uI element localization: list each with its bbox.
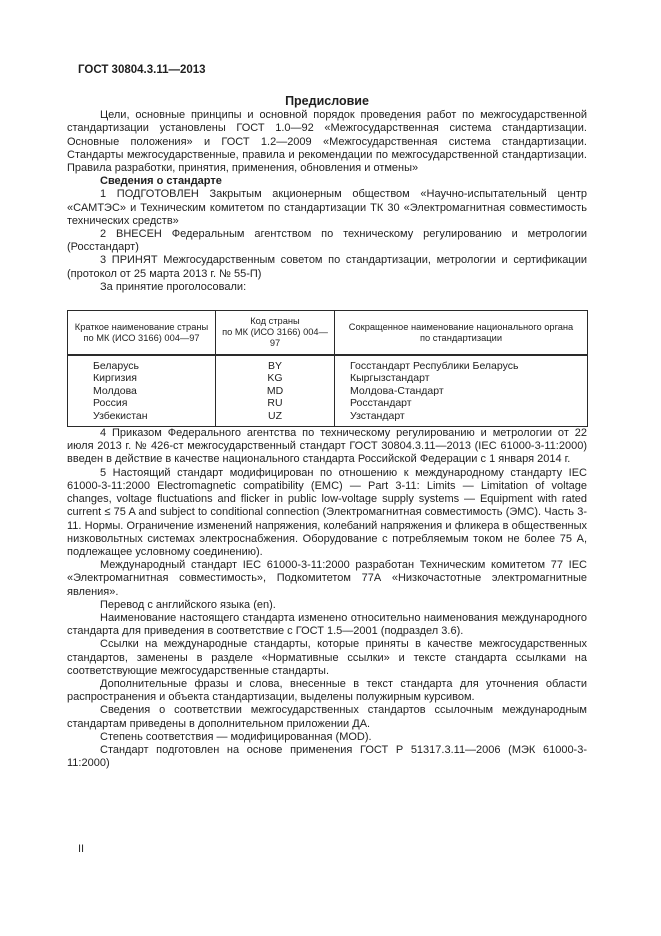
foreword-item-2: 2 ВНЕСЕН Федеральным агентством по техническому регулированию и метрологии (Росстандарт) — [67, 228, 587, 254]
vote-table-header-row — [68, 311, 588, 356]
table-cell-country: Узбекистан — [93, 409, 148, 422]
header-line: Сокращенное наименование национального органа — [348, 321, 574, 332]
foreword-item-3: 3 ПРИНЯТ Межгосударственным советом по стандартизации, метрологии и сертификации (протокол от 25 марта 2013 г. № 55-П) — [67, 254, 587, 280]
foreword-paragraph: Ссылки на международные стандарты, которые приняты в качестве межгосударственных стандартов, заменены в разделе «Нормативные ссылки» и тексте стандарта ссылками на соответствующие межгосударственные стандарты. — [67, 638, 587, 677]
foreword-paragraph: Наименование настоящего стандарта изменено относительно наименования международного стандарта для приведения в соответствие с ГОСТ 1.5—2001 (подраздел 3.6). — [67, 611, 587, 638]
foreword-paragraph: Степень соответствия — модифицированная (MOD). — [100, 730, 372, 743]
foreword-item-1: 1 ПОДГОТОВЛЕН Закрытым акционерным обществом «Научно-испытательный центр «САМТЭС» и Техническим комитетом по стандартизации ТК 30 «Электромагнитная совместимость технических средств» — [67, 188, 587, 227]
table-cell-body: Росстандарт — [335, 397, 588, 409]
table-row — [68, 410, 588, 427]
foreword-paragraph: Международный стандарт IEC 61000-3-11:2000 разработан Техническим комитетом 77 IEC «Электромагнитная совместимость», Подкомитетом 77А «Низкочастотные электромагнитные явления». — [67, 559, 587, 598]
vote-lead: За принятие проголосовали: — [100, 280, 247, 293]
table-row — [68, 385, 588, 397]
table-cell-code: MD — [216, 385, 335, 397]
intro-paragraph: Цели, основные принципы и основной порядок проведения работ по межгосударственной стандартизации установлены ГОСТ 1.0—92 «Межгосударственная система стандартизации. Основные положения» и ГОСТ 1.2—2009 «Межгосударственная система стандартизации. Стандарты межгосударственные, правила и рекомендации по межгосударственной стандартизации. Правила разработки, принятия, применения, обновления и отмены» — [67, 109, 587, 175]
table-cell-country: Беларусь — [93, 360, 139, 373]
table-row — [68, 355, 588, 372]
table-cell-code: RU — [216, 397, 335, 409]
table-row — [68, 397, 588, 409]
table-cell-code: KG — [216, 372, 335, 384]
header-line: по стандартизации — [419, 332, 503, 343]
table-cell-body: Кыргызстандарт — [335, 372, 588, 384]
page-content — [67, 64, 587, 770]
foreword-paragraph: Дополнительные фразы и слова, внесенные в текст стандарта для уточнения области распространения и объекта стандартизации, выделены полужирным курсивом. — [67, 677, 587, 704]
foreword-paragraph: Стандарт подготовлен на основе применения ГОСТ Р 51317.3.11—2006 (МЭК 61000-3-11:2000) — [67, 743, 587, 770]
table-cell-country: Молдова — [93, 384, 137, 397]
table-cell-country: Киргизия — [93, 372, 137, 385]
vote-table-header-country — [68, 311, 216, 356]
foreword-item-4: 4 Приказом Федерального агентства по техническому регулированию и метрологии от 22 июля 2013 г. № 426-ст межгосударственный стандарт ГОСТ 30804.3.11—2013 (IEC 61000-3-11:2000) введен в действие в качестве национального стандарта Российской Федерации с 1 января 2014 г. — [67, 427, 587, 466]
table-cell-body: Узстандарт — [335, 410, 588, 427]
foreword-paragraph: Перевод с английского языка (en). — [100, 598, 276, 611]
header-line: Код страны — [250, 316, 300, 327]
table-cell-body: Молдова-Стандарт — [335, 385, 588, 397]
vote-table-header-body — [335, 311, 588, 356]
doc-number: ГОСТ 30804.3.11—2013 — [78, 64, 206, 76]
section-heading-standard-info: Сведения о стандарте — [100, 175, 222, 188]
page-number: II — [78, 843, 85, 855]
header-line: Краткое наименование страны — [74, 321, 209, 332]
header-line: по МК (ИСО 3166) 004—97 — [83, 332, 200, 343]
table-cell-code: UZ — [216, 410, 335, 427]
table-cell-body: Госстандарт Республики Беларусь — [335, 355, 588, 372]
table-cell-country: Россия — [93, 397, 128, 410]
foreword-paragraph: Сведения о соответствии межгосударственных стандартов ссылочным международным стандартам приведены в дополнительном приложении ДА. — [67, 704, 587, 730]
vote-table-header-code — [216, 311, 335, 356]
table-cell-code: BY — [216, 355, 335, 372]
foreword-item-5: 5 Настоящий стандарт модифицирован по отношению к международному стандарту IEC 61000-3-11:2000 Electromagnetic compatibility (EMC) — Part 3-11: Limits — Limitation of voltage changes, voltage fluctuations and flicker in public low-voltage supply systems — Equipment with rated current ≤ 75 A and subject to conditional connection (Электромагнитная совместимость (ЭМС). Часть 3-11. Нормы. Ограничение изменений напряжения, колебаний напряжения и фликера в общественных низковольтных системах электроснабжения. Оборудование с потребляемым током не более 75 А, подлежащее условному соединению). — [67, 466, 587, 558]
vote-table — [67, 310, 588, 427]
header-line: по МК (ИСО 3166) 004—97 — [222, 327, 328, 349]
table-row — [68, 372, 588, 384]
page-title: Предисловие — [285, 94, 369, 109]
